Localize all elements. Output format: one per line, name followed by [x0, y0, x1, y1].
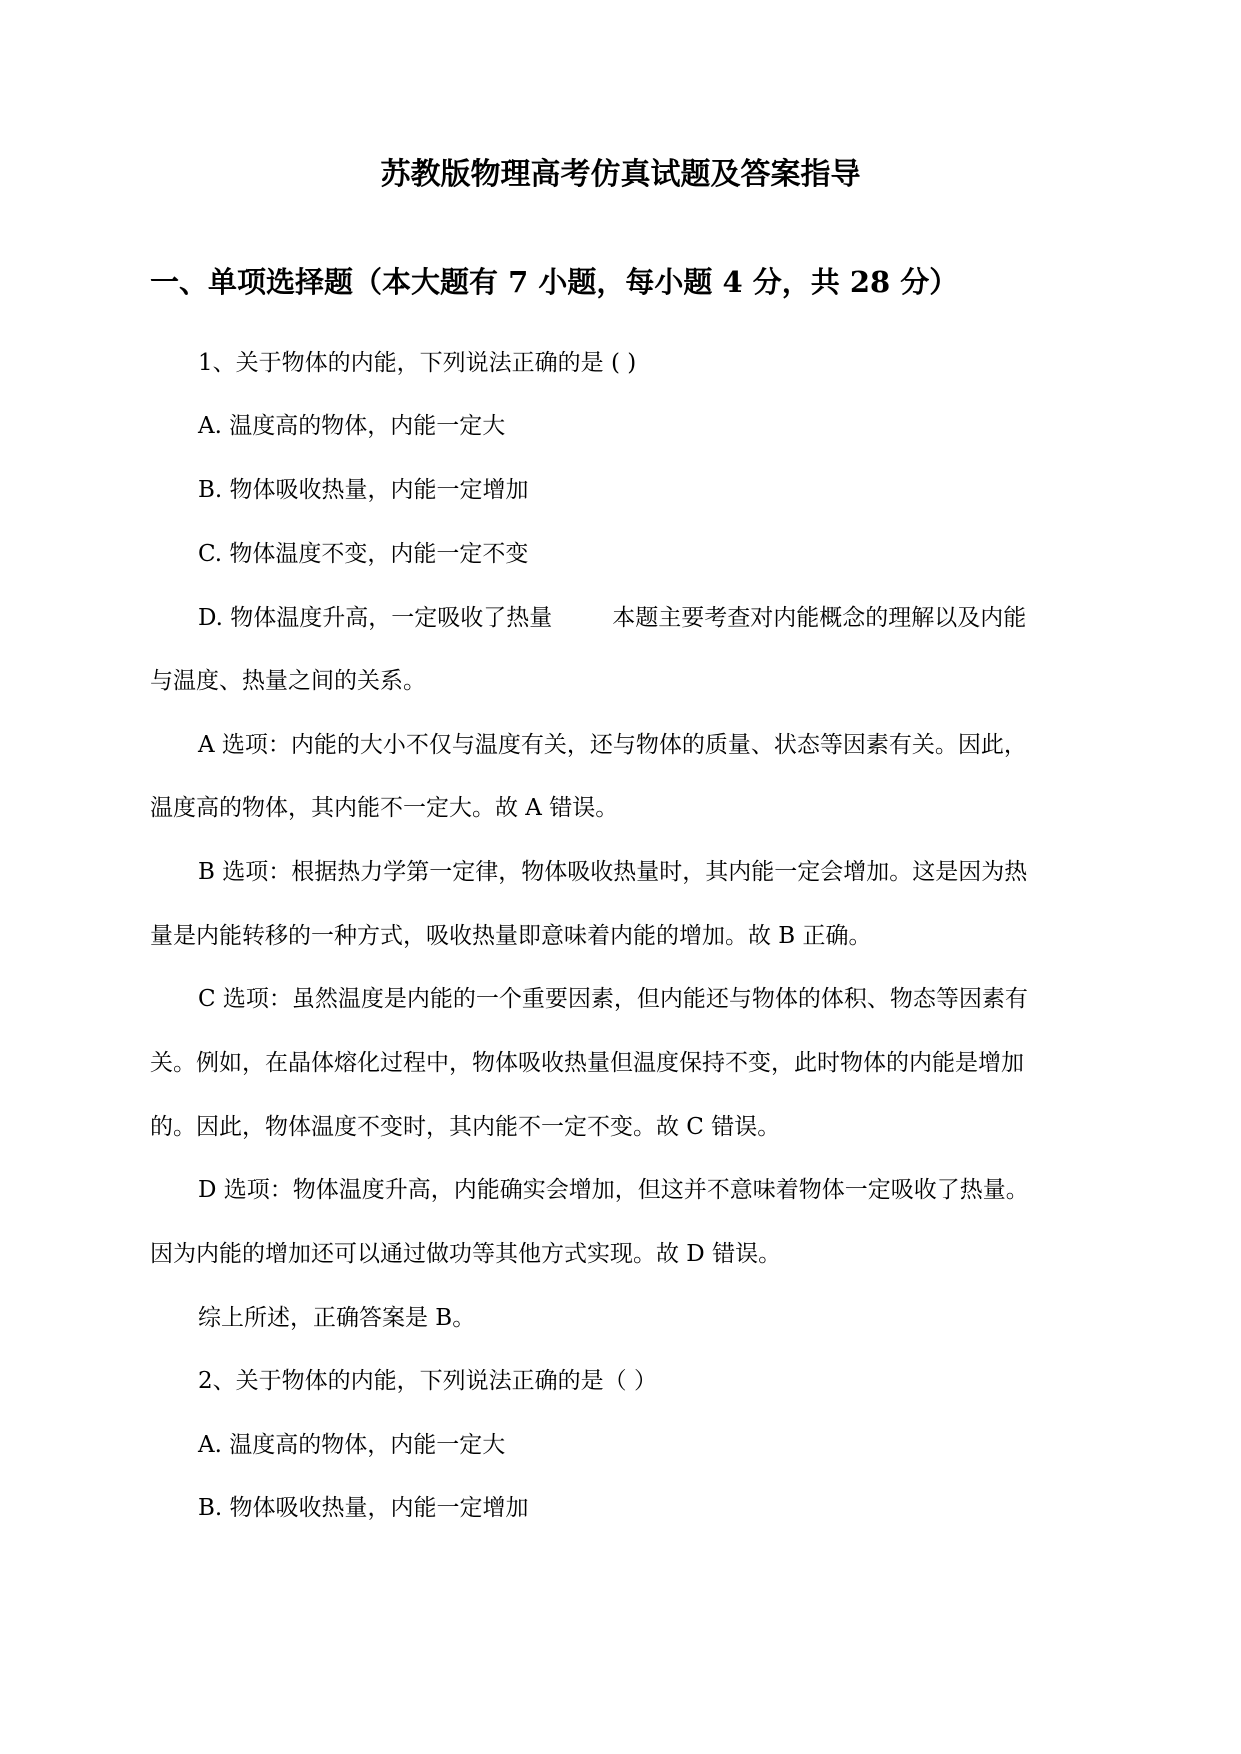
question-1-option-a: A. 温度高的物体，内能一定大	[198, 413, 506, 439]
question-2-option-b: B. 物体吸收热量，内能一定增加	[198, 1495, 529, 1521]
analysis-a-line-2: 温度高的物体，其内能不一定大。故 A 错误。	[150, 795, 619, 821]
question-1-option-b: B. 物体吸收热量，内能一定增加	[198, 477, 529, 503]
analysis-c-line-1: C 选项：虽然温度是内能的一个重要因素，但内能还与物体的体积、物态等因素有	[198, 986, 1028, 1012]
question-2-option-a: A. 温度高的物体，内能一定大	[198, 1432, 506, 1458]
document-title: 苏教版物理高考仿真试题及答案指导	[380, 157, 861, 192]
answer-conclusion: 综上所述，正确答案是 B。	[198, 1305, 476, 1331]
analysis-d-line-2: 因为内能的增加还可以通过做功等其他方式实现。故 D 错误。	[150, 1241, 782, 1267]
question-1-option-d: D. 物体温度升高，一定吸收了热量	[198, 605, 553, 631]
section-heading: 一、单项选择题（本大题有 7 小题，每小题 4 分，共 28 分）	[150, 265, 959, 299]
analysis-b-line-1: B 选项：根据热力学第一定律，物体吸收热量时，其内能一定会增加。这是因为热	[198, 859, 1028, 885]
question-1-option-c: C. 物体温度不变，内能一定不变	[198, 541, 529, 567]
analysis-d-line-1: D 选项：物体温度升高，内能确实会增加，但这并不意味着物体一定吸收了热量。	[198, 1177, 1029, 1203]
analysis-b-line-2: 量是内能转移的一种方式，吸收热量即意味着内能的增加。故 B 正确。	[150, 923, 872, 949]
question-1-stem: 1、关于物体的内能，下列说法正确的是 ( )	[198, 350, 637, 376]
analysis-c-line-3: 的。因此，物体温度不变时，其内能不一定不变。故 C 错误。	[150, 1114, 781, 1140]
question-2-stem: 2、关于物体的内能，下列说法正确的是（ ）	[198, 1368, 657, 1394]
analysis-a-line-1: A 选项：内能的大小不仅与温度有关，还与物体的质量、状态等因素有关。因此，	[198, 732, 1027, 758]
analysis-intro-line-1: 本题主要考查对内能概念的理解以及内能	[612, 605, 1027, 631]
analysis-c-line-2: 关。例如，在晶体熔化过程中，物体吸收热量但温度保持不变，此时物体的内能是增加	[150, 1050, 1024, 1076]
question-1-option-d-line	[198, 602, 1026, 634]
analysis-intro-line-2: 与温度、热量之间的关系。	[150, 668, 426, 694]
